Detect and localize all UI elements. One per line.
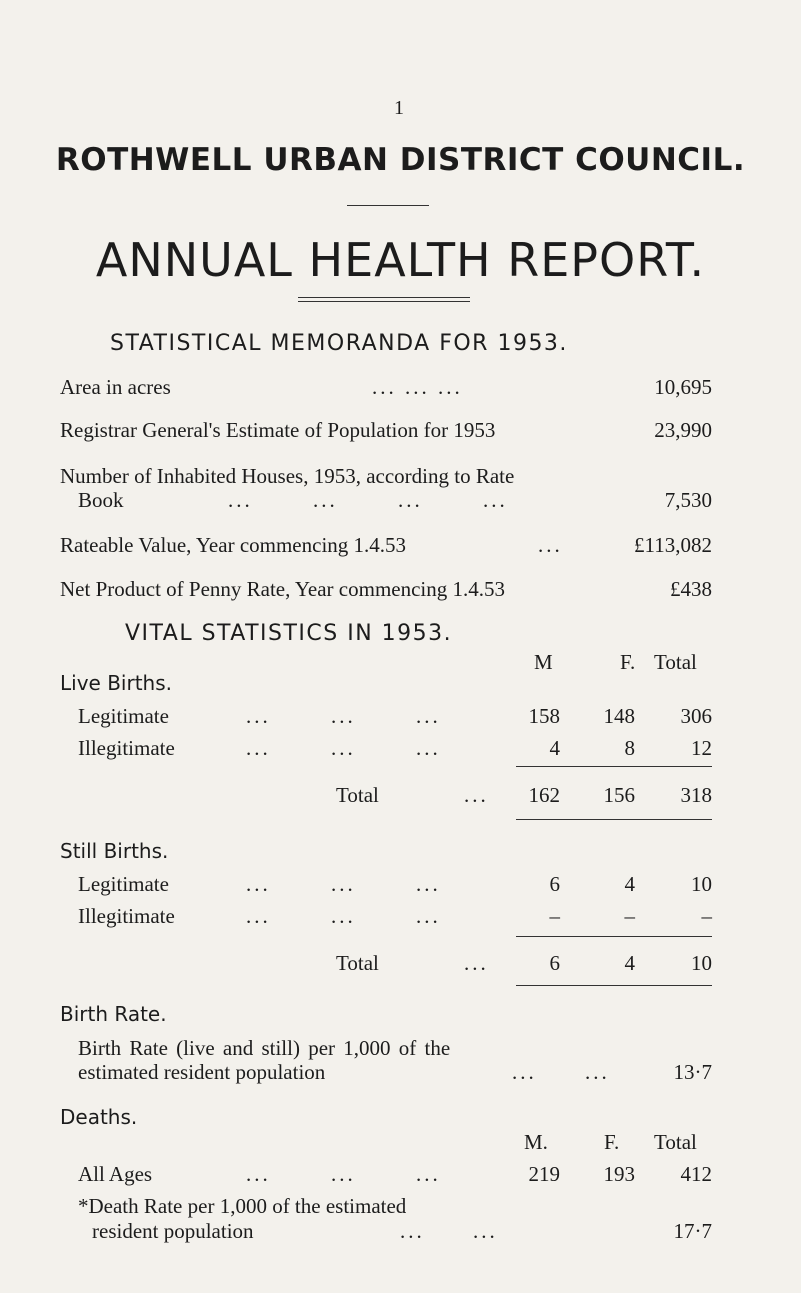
still-total-total: 10 [691,951,712,975]
birth-rate-value: 13·7 [673,1060,712,1084]
live-legitimate-total: 306 [680,704,712,728]
still-legitimate-total: 10 [691,872,712,896]
still-illegitimate-f: – [624,904,635,928]
memoranda-population-label: Registrar General's Estimate of Population for 1953 [60,418,496,442]
live-legitimate-m: 158 [528,704,560,728]
birth-rate-dots: ... ... [512,1060,610,1084]
birth-rate-line1: Birth Rate (live and still) per 1,000 of the [78,1036,451,1060]
live-total-f: 156 [603,783,635,807]
still-illegitimate-total: – [701,904,712,928]
death-rate-line1: *Death Rate per 1,000 of the estimated [78,1194,407,1218]
still-births-rule-bottom [516,985,712,986]
memoranda-penny-rate-value: £438 [670,577,712,601]
still-illegitimate-m: – [549,904,560,928]
column-total: Total [654,650,697,674]
memoranda-houses-label-cont: Book [78,488,124,512]
memoranda-area-value: 10,695 [654,375,712,399]
still-illegitimate-dots: ... ... ... [246,904,441,928]
memoranda-population-value: 23,990 [654,418,712,442]
death-rate-line2: resident population [92,1219,254,1243]
birth-rate-heading: Birth Rate. [60,1002,167,1026]
memoranda-rateable-label: Rateable Value, Year commencing 1.4.53 [60,533,407,557]
page-number: 1 [394,97,404,119]
live-legitimate-label: Legitimate [78,704,169,728]
still-legitimate-dots: ... ... ... [246,872,441,896]
live-births-rule-bottom [516,819,712,820]
live-legitimate-f: 148 [603,704,635,728]
still-legitimate-f: 4 [624,872,635,896]
death-rate-value: 17·7 [673,1219,712,1243]
live-illegitimate-total: 12 [691,736,712,760]
double-rule-bottom [298,301,470,302]
deaths-all-ages-label: All Ages [78,1162,153,1186]
memoranda-houses-label: Number of Inhabited Houses, 1953, according to Rate [60,464,515,488]
still-illegitimate-label: Illegitimate [78,904,175,928]
double-rule-top [298,297,470,298]
live-total-label: Total [336,783,379,807]
deaths-column-f: F. [604,1130,620,1154]
death-rate-dots: ... ... [400,1219,498,1243]
memoranda-rateable-value: £113,082 [634,533,712,557]
memoranda-area-dots: ... ... ... [372,375,463,399]
report-title: ANNUAL HEALTH REPORT. [95,233,706,287]
memoranda-area-label: Area in acres [60,375,171,399]
still-total-dots: ... [464,951,489,975]
still-legitimate-label: Legitimate [78,872,169,896]
live-total-dots: ... [464,783,489,807]
vital-heading: VITAL STATISTICS IN 1953. [125,621,453,646]
birth-rate-line2: estimated resident population [78,1060,326,1084]
memoranda-houses-dots: ... ... ... ... [228,488,508,512]
memoranda-houses-value: 7,530 [664,488,712,512]
live-illegitimate-dots: ... ... ... [246,736,441,760]
still-legitimate-m: 6 [549,872,560,896]
live-total-total: 318 [680,783,712,807]
deaths-heading: Deaths. [60,1105,138,1129]
deaths-column-total: Total [654,1130,697,1154]
still-total-m: 6 [549,951,560,975]
still-total-label: Total [336,951,379,975]
council-name: ROTHWELL URBAN DISTRICT COUNCIL. [55,142,746,178]
live-births-heading: Live Births. [60,671,172,695]
still-births-heading: Still Births. [60,839,169,863]
deaths-all-ages-f: 193 [603,1162,635,1186]
live-total-m: 162 [528,783,560,807]
live-illegitimate-f: 8 [624,736,635,760]
live-illegitimate-label: Illegitimate [78,736,175,760]
memoranda-heading: STATISTICAL MEMORANDA FOR 1953. [110,331,568,356]
memoranda-penny-rate-label: Net Product of Penny Rate, Year commencing 1.4.53 [60,577,506,601]
deaths-all-ages-total: 412 [680,1162,712,1186]
column-f: F. [620,650,636,674]
live-births-rule-top [516,766,712,767]
deaths-all-ages-dots: ... ... ... [246,1162,441,1186]
memoranda-rateable-dots: ... [538,533,563,557]
live-legitimate-dots: ... ... ... [246,704,441,728]
column-m: M [534,650,553,674]
still-total-f: 4 [624,951,635,975]
short-rule [347,205,429,206]
still-births-rule-top [516,936,712,937]
live-illegitimate-m: 4 [549,736,560,760]
deaths-all-ages-m: 219 [528,1162,560,1186]
deaths-column-m: M. [524,1130,548,1154]
